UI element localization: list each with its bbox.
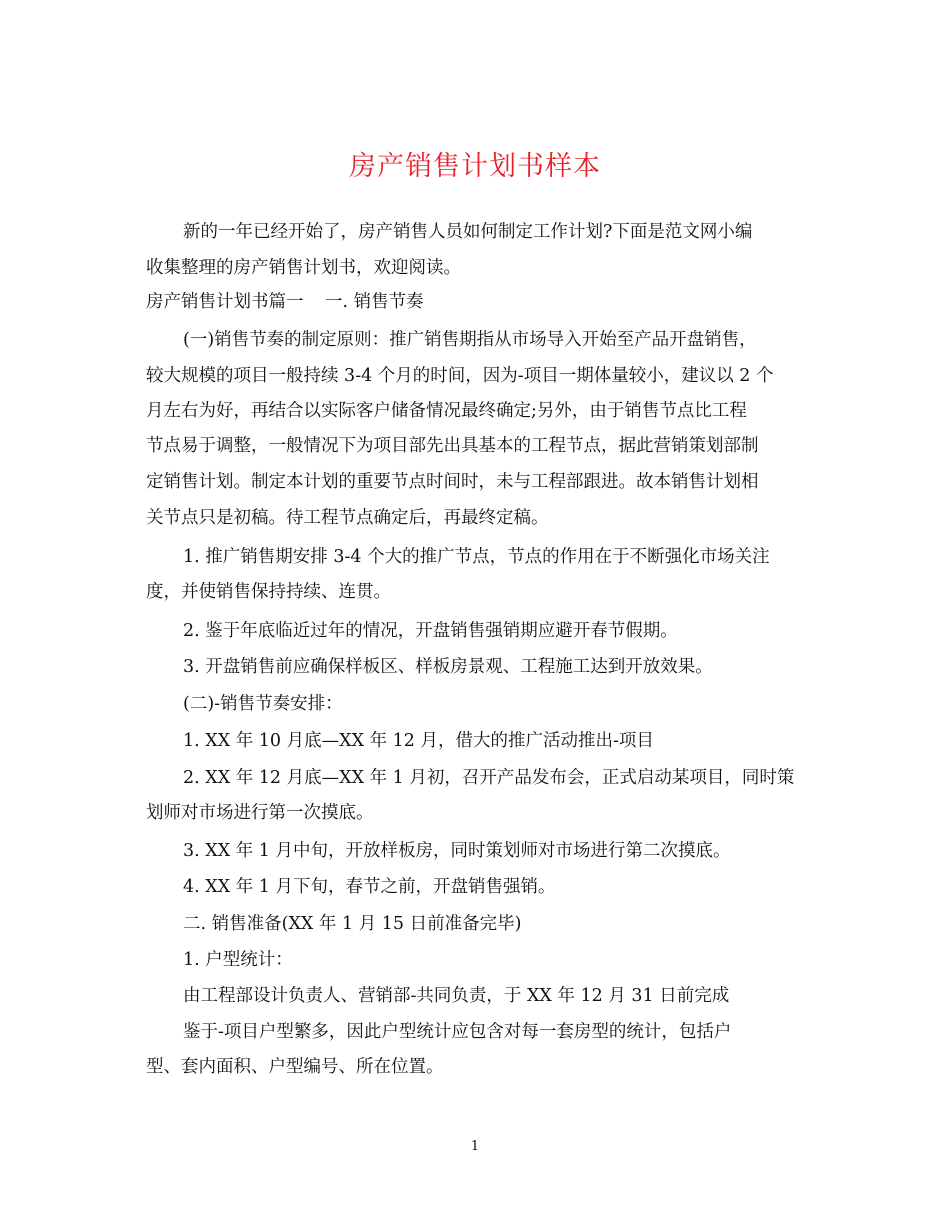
paragraph-line: 房产销售计划书篇一 [146, 292, 304, 312]
paragraph-line: 划师对市场进行第一次摸底。 [146, 803, 374, 823]
paragraph-line: 3. XX 年 1 月中旬，开放样板房，同时策划师对市场进行第二次摸底。 [183, 841, 731, 861]
paragraph-line: 3. 开盘销售前应确保样板区、样板房景观、工程施工达到开放效果。 [183, 657, 713, 677]
paragraph-line: 2. 鉴于年底临近过年的情况，开盘销售强销期应避开春节假期。 [183, 621, 678, 641]
paragraph-line: 1. XX 年 10 月底—XX 年 12 月，借大的推广活动推出-项目 [183, 731, 654, 751]
paragraph-line: 2. XX 年 12 月底—XX 年 1 月初，召开产品发布会，正式启动某项目，同时策 [183, 768, 795, 788]
paragraph-line: 较大规模的项目一般持续 3-4 个月的时间，因为-项目一期体量较小，建议以 2 个 [146, 366, 774, 386]
paragraph-line: (一)销售节奏的制定原则：推广销售期指从市场导入开始至产品开盘销售， [183, 330, 757, 350]
paragraph-line: 二. 销售准备(XX 年 1 月 15 日前准备完毕) [183, 914, 522, 934]
paragraph-line: 4. XX 年 1 月下旬，春节之前，开盘销售强销。 [183, 877, 556, 897]
paragraph-line: 新的一年已经开始了，房产销售人员如何制定工作计划?下面是范文网小编 [183, 222, 753, 242]
paragraph-line: 由工程部设计负责人、营销部-共同负责，于 XX 年 12 月 31 日前完成 [183, 986, 730, 1006]
paragraph-line: 1. 推广销售期安排 3-4 个大的推广节点，节点的作用在于不断强化市场关注 [183, 547, 770, 567]
paragraph-line: (二)-销售节奏安排： [183, 694, 343, 714]
paragraph-line: 收集整理的房产销售计划书，欢迎阅读。 [146, 258, 461, 278]
paragraph-line: 度，并使销售保持持续、连贯。 [146, 582, 391, 602]
paragraph-line: 月左右为好，再结合以实际客户储备情况最终确定;另外，由于销售节点比工程 [146, 401, 747, 421]
paragraph-line: 型、套内面积、户型编号、所在位置。 [146, 1057, 444, 1077]
paragraph-line: 定销售计划。制定本计划的重要节点时间时，未与工程部跟进。故本销售计划相 [146, 472, 759, 492]
section-heading: 一. 销售节奏 [325, 292, 424, 312]
paragraph-line: 1. 户型统计： [183, 950, 293, 970]
page-title: 房产销售计划书样本 [349, 151, 601, 182]
paragraph-line: 鉴于-项目户型繁多，因此户型统计应包含对每一套房型的统计，包括户 [183, 1022, 732, 1042]
paragraph-line: 关节点只是初稿。待工程节点确定后，再最终定稿。 [146, 508, 549, 528]
paragraph-line: 节点易于调整，一般情况下为项目部先出具基本的工程节点，据此营销策划部制 [146, 436, 759, 456]
page-number: 1 [470, 1139, 480, 1154]
